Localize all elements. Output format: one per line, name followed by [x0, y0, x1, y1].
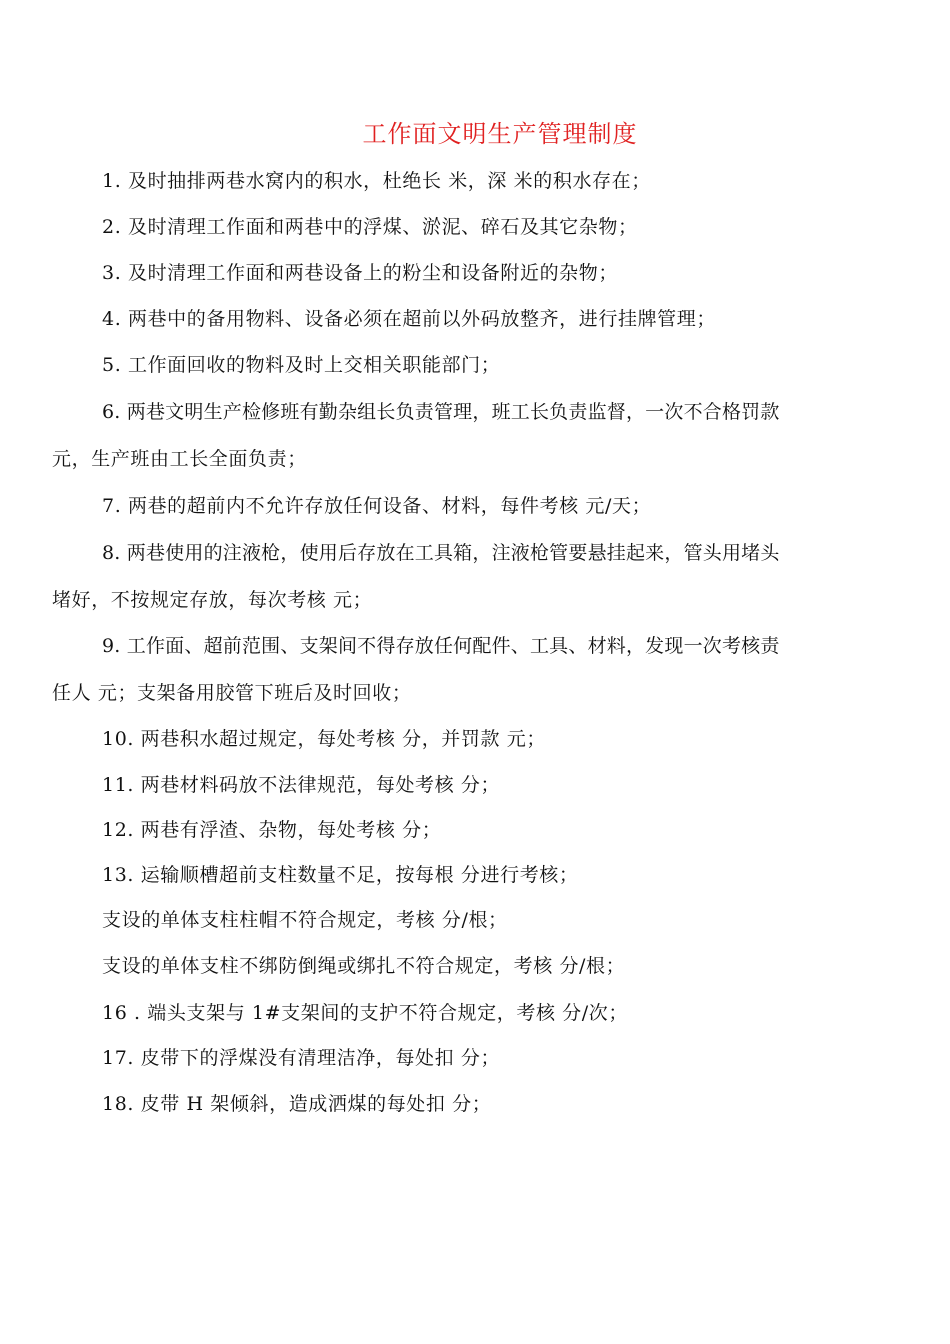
rule-line: 10. 两巷积水超过规定，每处考核 分，并罚款 元； [102, 728, 546, 750]
rule-line: 18. 皮带 H 架倾斜，造成洒煤的每处扣 分； [102, 1093, 492, 1115]
rule-line-continuation: 堵好，不按规定存放，每次考核 元； [52, 589, 373, 611]
rule-line: 13. 运输顺槽超前支柱数量不足，按每根 分进行考核； [102, 864, 579, 886]
rule-line: 4. 两巷中的备用物料、设备必须在超前以外码放整齐，进行挂牌管理； [102, 308, 716, 330]
rule-line: 2. 及时清理工作面和两巷中的浮煤、淤泥、碎石及其它杂物； [102, 216, 638, 238]
rule-line-continuation: 元，生产班由工长全面负责； [52, 448, 307, 470]
page-title: 工作面文明生产管理制度 [362, 120, 638, 148]
rule-line: 8. 两巷使用的注液枪，使用后存放在工具箱，注液枪管要悬挂起来，管头用堵头 [102, 542, 780, 564]
rule-line: 支设的单体支柱不绑防倒绳或绑扎不符合规定，考核 分/根； [102, 955, 626, 977]
rule-line-continuation: 任人 元；支架备用胶管下班后及时回收； [52, 682, 412, 704]
rule-line: 7. 两巷的超前内不允许存放任何设备、材料，每件考核 元/天； [102, 495, 652, 517]
rule-line: 1. 及时抽排两巷水窝内的积水，杜绝长 米，深 米的积水存在； [102, 170, 651, 192]
rule-line: 9. 工作面、超前范围、支架间不得存放任何配件、工具、材料，发现一次考核责 [102, 635, 780, 657]
rule-line: 6. 两巷文明生产检修班有勤杂组长负责管理，班工长负责监督，一次不合格罚款 [102, 401, 780, 423]
rule-line: 12. 两巷有浮渣、杂物，每处考核 分； [102, 819, 442, 841]
rule-line: 11. 两巷材料码放不法律规范，每处考核 分； [102, 774, 501, 796]
rule-line: 17. 皮带下的浮煤没有清理洁净，每处扣 分； [102, 1047, 501, 1069]
rule-line: 16 . 端头支架与 1#支架间的支护不符合规定，考核 分/次； [102, 1002, 628, 1024]
rule-line: 5. 工作面回收的物料及时上交相关职能部门； [102, 354, 501, 376]
rule-line: 支设的单体支柱柱帽不符合规定，考核 分/根； [102, 909, 508, 931]
rule-line: 3. 及时清理工作面和两巷设备上的粉尘和设备附近的杂物； [102, 262, 618, 284]
